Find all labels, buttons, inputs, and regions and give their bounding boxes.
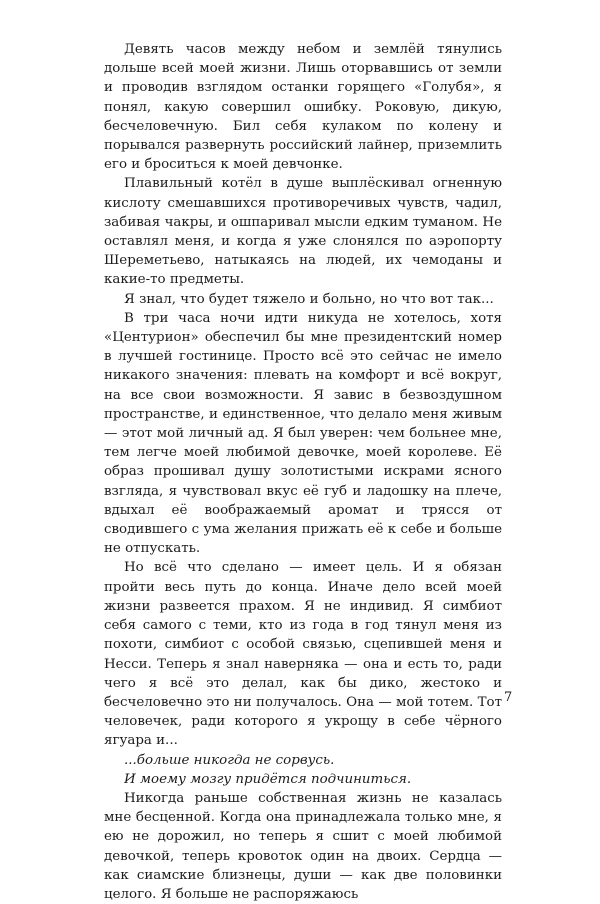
paragraph: Девять часов между небом и землёй тянулись дольше всей моей жизни. Лишь оторвавшись от земли и проводив взглядом останки горящего «Голубя», я понял, какую совершил ошибку. Роковую, дикую, бесчеловечную. Бил себя кулаком по колену и порывался развернуть российский лайнер, приземлить его и броситься к моей девчонке.: [104, 42, 502, 173]
paragraph: Плавильный котёл в душе выплёскивал огненную кислоту смешавшихся противоречивых чувств, чадил, забивая чакры, и ошпаривал мысли едким туманом. Не оставлял меня, и когда я уже слонялся по аэропорту Шереметьево, натыкаясь на людей, их чемоданы и какие-то предметы.: [104, 176, 502, 288]
paragraph: Но всё что сделано — имеет цель. И я обязан пройти весь путь до конца. Иначе дело всей моей жизни развеется прахом. Я не индивид. Я симбиот себя самого с теми, кто из года в год тянул меня из похоти, симбиот с особой связью, сцепившей меня и Несси. Теперь я знал наверняка — она и есть то, ради чего я всё это делал, как бы дико, жестоко и бесчеловечно это ни получалось. Она — мой тотем. Тот человечек, ради которого я укрощу в себе чёрного ягуара и...: [104, 560, 502, 749]
italic-paragraph: ...больше никогда не сорвусь.: [124, 752, 335, 768]
italic-paragraph: И моему мозгу придётся подчиниться.: [124, 771, 412, 787]
paragraph: В три часа ночи идти никуда не хотелось, хотя «Центурион» обеспечил бы мне президентский номер в лучшей гостинице. Просто всё это сейчас не имело никакого значения: плевать на комфорт и всё вокруг, на все свои возможности. Я завис в безвоздушном пространстве, и единственное, что делало меня живым — этот мой личный ад. Я был уверен: чем больнее мне, тем легче моей любимой девочке, моей королеве. Её образ прошивал душу золотистыми искрами ясного взгляда, я чувствовал вкус её губ и ладошку на плече, вдыхал её воображаемый аромат и трясся от сводившего с ума желания прижать её к себе и больше не отпускать.: [104, 310, 502, 557]
paragraph: Я знал, что будет тяжело и больно, но что вот так...: [124, 291, 494, 307]
paragraph: Никогда раньше собственная жизнь не казалась мне бесценной. Когда она принадлежала только мне, я ею не дорожил, но теперь я сшит с моей любимой девочкой, теперь кровоток один на двоих. Сердца — как сиамские близнецы, души — как две половинки целого. Я больше не распоряжаюсь: [104, 790, 502, 902]
text-block: [104, 40, 502, 904]
page-number: 7: [504, 690, 513, 705]
